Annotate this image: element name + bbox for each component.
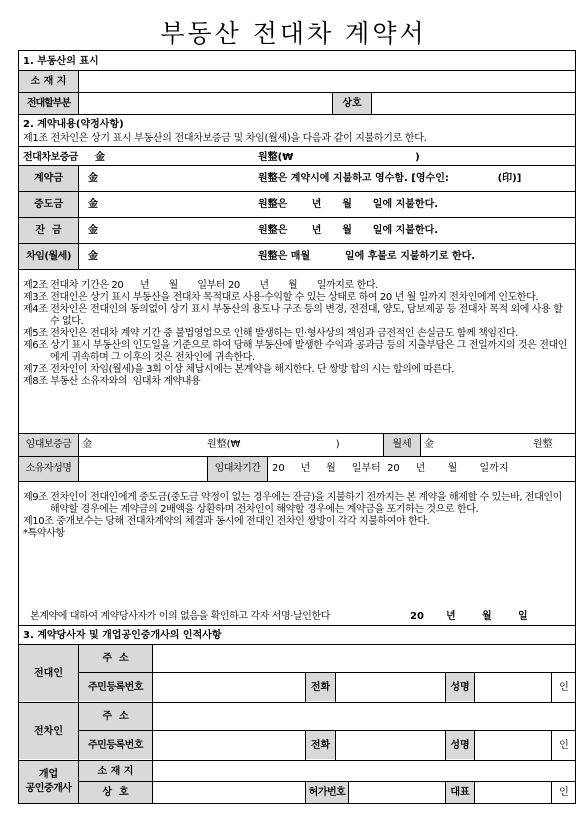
article-8: 제8조 부동산 소유자와의 임대차 계약내용 xyxy=(23,376,201,387)
rule xyxy=(18,269,576,270)
contract-won: 원整은 계약시에 지불하고 영수함. [영수인: (印)] xyxy=(258,173,522,184)
confirmation-day-unit: 일 xyxy=(518,611,528,622)
rule xyxy=(420,433,421,456)
agent-label-line2: 공인중개사 xyxy=(25,783,72,794)
interim-amount: 金 xyxy=(88,199,98,210)
rule xyxy=(152,644,153,804)
rule xyxy=(18,456,576,457)
articles-9-10 xyxy=(23,492,571,540)
agent-location-label: 소 재 지 xyxy=(97,766,134,777)
rule xyxy=(18,165,576,166)
confirmation-year: 20 xyxy=(410,611,424,622)
deposit-label: 전대차보증금 xyxy=(23,152,78,163)
representative-label: 대표 xyxy=(450,787,470,798)
agent-seal: 인 xyxy=(559,787,569,798)
rule xyxy=(335,730,336,760)
rule xyxy=(18,191,576,192)
sublessor-seal: 인 xyxy=(559,682,569,693)
monthly-rent-won: 원整 xyxy=(533,439,553,450)
agent-label-line1: 개업 xyxy=(38,769,59,780)
rule xyxy=(78,433,79,481)
contract-label: 계약금 xyxy=(34,173,63,184)
section2-heading: 2. 계약내용(약정사항) xyxy=(23,119,124,130)
rule xyxy=(474,781,475,804)
rule xyxy=(18,217,576,218)
monthly-rent-amount: 金 xyxy=(424,439,434,450)
sublease-part-label: 전대할부분 xyxy=(26,98,71,109)
articles-2-8 xyxy=(23,280,571,388)
article-10: 제10조 중개보수는 당해 전대차계약의 체결과 동시에 전대인 전차인 쌍방이 각각 지불하여야 한다. xyxy=(23,516,430,527)
rule xyxy=(335,672,336,702)
balance-amount: 金 xyxy=(88,225,98,236)
deposit-won: 원整(₩ ) xyxy=(258,152,420,163)
sublessor-label: 전대인 xyxy=(34,668,63,679)
rule xyxy=(18,70,576,71)
article-2: 제2조 전대차 기간은 20 년 월 일부터 20 년 월 일까지로 한다. xyxy=(23,280,378,291)
special-terms: *특약사항 xyxy=(23,528,65,539)
rule xyxy=(18,625,576,626)
contract-amount: 金 xyxy=(88,173,98,184)
section1-heading: 1. 부동산의 표시 xyxy=(23,56,99,67)
lessee-seal: 인 xyxy=(559,740,569,751)
confirmation-year-unit: 년 xyxy=(446,611,456,622)
rule xyxy=(371,92,372,114)
balance-won: 원整은 년 월 일에 지불한다. xyxy=(258,225,439,236)
article-5: 제5조 전차인은 전대차 계약 기간 중 불법영업으로 인해 발생하는 민·형사상의 책임과 금전적인 손실금도 함께 책임진다. xyxy=(23,328,518,339)
interim-won: 원整은 년 월 일에 지불한다. xyxy=(258,199,439,210)
rent-won: 원整은 매월 일에 후불로 지불하기로 한다. xyxy=(258,251,476,262)
rule xyxy=(78,70,79,114)
license-number-label: 허가번호 xyxy=(308,787,346,798)
lease-deposit-label: 임대보증금 xyxy=(25,439,72,450)
rule xyxy=(18,760,576,761)
monthly-rent-label: 월세 xyxy=(392,439,412,450)
rule xyxy=(18,114,576,115)
confirmation-month-unit: 월 xyxy=(482,611,492,622)
rent-label: 차임(월세) xyxy=(26,251,71,262)
lessee-label: 전차인 xyxy=(34,726,63,737)
rule xyxy=(18,243,576,244)
balance-label: 잔 금 xyxy=(35,225,62,236)
agent-trade-name-label: 상 호 xyxy=(102,787,129,798)
lease-deposit-won: 원整(₩ ) xyxy=(207,439,340,450)
lease-deposit-amount: 金 xyxy=(82,439,92,450)
rule xyxy=(18,146,576,147)
lessee-phone-label: 전화 xyxy=(310,740,331,751)
sublessor-address-label: 주 소 xyxy=(102,653,129,664)
article-9: 제9조 전차인이 전대인에게 중도금(중도금 약정이 없는 경우에는 잔금)을 지불하기 전까지는 본 계약을 해제할 수 있는바, 전대인이 해약할 경우에는 계약금의 2배액을 상환하며 전차인이 해약할 경우에는 계약금을 포기하는 것으로 한다. xyxy=(23,492,562,515)
lessee-address-label: 주 소 xyxy=(102,711,129,722)
confirmation-text: 본계약에 대하여 계약당사자가 이의 없음을 확인하고 각자 서명·날인한다 xyxy=(30,611,331,622)
sublessor-id-label: 주민등록번호 xyxy=(88,682,143,693)
lessee-name-label: 성명 xyxy=(450,740,470,751)
page-title: 부동산 전대차 계약서 xyxy=(160,19,427,48)
rule xyxy=(18,702,576,703)
sublessor-phone-label: 전화 xyxy=(310,682,331,693)
owner-name-label: 소유자성명 xyxy=(25,463,72,474)
location-label: 소 재 지 xyxy=(30,76,67,87)
article-7: 제7조 전차인이 차임(월세)을 3회 이상 체납시에는 본계약을 해지한다. 단 쌍방 합의 시는 합의에 따른다. xyxy=(23,364,455,375)
lease-period-value: 20 년 월 일부터 20 년 월 일까지 xyxy=(272,463,509,474)
rule xyxy=(78,644,79,804)
article-3: 제3조 전대인은 상기 표시 부동산을 전대차 목적대로 사용·수익할 수 있는 상태로 하여 20 년 월 일까지 전차인에게 인도한다. xyxy=(23,292,539,303)
rule xyxy=(18,433,576,434)
interim-label: 중도금 xyxy=(34,199,63,210)
lease-period-label: 임대차기간 xyxy=(214,463,261,474)
sublessor-name-label: 성명 xyxy=(450,682,470,693)
rule xyxy=(78,165,79,269)
rule xyxy=(267,456,268,481)
trade-name-label: 상호 xyxy=(342,98,362,109)
article-6: 제6조 상기 표시 부동산의 인도일을 기준으로 하여 당해 부동산에 발생한 수익과 공과금 등의 지출부담은 그 전일까지의 것은 전대인에게 귀속하며 그 이후의 것은 전차인에 귀속한다. xyxy=(23,340,567,363)
rent-amount: 金 xyxy=(88,251,98,262)
rule xyxy=(474,672,475,702)
article-4: 제4조 전차인은 전대인의 동의없이 상기 표시 부동산의 용도나 구조 등의 변경, 전전대, 양도, 담보제공 등 전대차 목적 외에 사용 할 수 없다. xyxy=(23,304,563,327)
section3-heading: 3. 계약당사자 및 개업공인중개사의 인적사항 xyxy=(23,630,222,641)
lessee-id-label: 주민등록번호 xyxy=(88,740,143,751)
rule xyxy=(18,481,576,482)
rule xyxy=(474,730,475,760)
rule xyxy=(18,644,576,645)
deposit-amount: 金 xyxy=(95,152,105,163)
rule xyxy=(348,781,349,804)
rule xyxy=(18,92,576,93)
article-1: 제1조 전차인은 상기 표시 부동산의 전대차보증금 및 차임(월세)을 다음과 같이 지불하기로 한다. xyxy=(23,133,427,144)
